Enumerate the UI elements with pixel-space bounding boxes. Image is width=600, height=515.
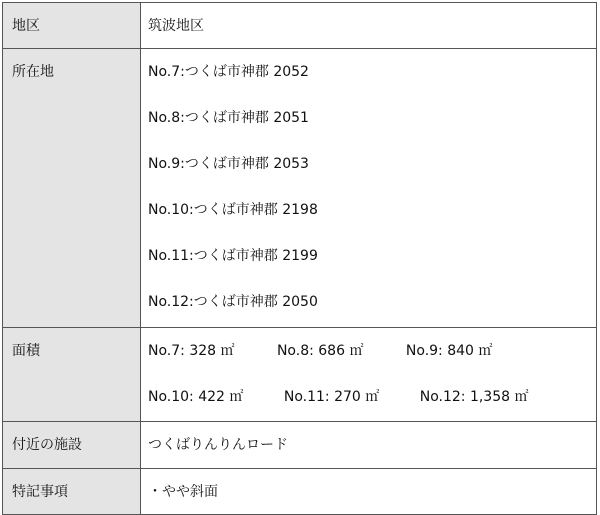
facility-row <box>3 422 597 469</box>
area-line <box>141 374 596 420</box>
area-item: No.8: 686 ㎡ <box>276 343 364 359</box>
area-item: No.11: 270 ㎡ <box>283 389 380 405</box>
area-item: No.12: 1,358 ㎡ <box>419 389 529 405</box>
area-value-cell <box>141 328 597 422</box>
area-item: No.9: 840 ㎡ <box>405 343 493 359</box>
district-value: 筑波地区 <box>148 18 204 34</box>
location-line: No.12:つくば市神郡 2050 <box>148 294 318 310</box>
area-item: No.10: 422 ㎡ <box>148 389 244 405</box>
area-item: No.7: 328 ㎡ <box>148 343 235 359</box>
notes-label-cell <box>3 469 141 515</box>
location-row <box>3 49 597 328</box>
area-label: 面積 <box>12 343 40 359</box>
area-line <box>141 328 596 374</box>
notes-label: 特記事項 <box>12 484 68 500</box>
facility-value-cell <box>141 422 597 469</box>
district-value-cell <box>141 3 597 49</box>
district-row <box>3 3 597 49</box>
location-line: No.10:つくば市神郡 2198 <box>148 202 318 218</box>
notes-value-cell <box>141 469 597 515</box>
facility-value: つくばりんりんロード <box>148 437 288 453</box>
district-label: 地区 <box>12 18 40 34</box>
location-line: No.8:つくば市神郡 2051 <box>148 110 309 126</box>
facility-label: 付近の施設 <box>12 437 82 453</box>
location-value-cell <box>141 49 597 328</box>
district-label-cell <box>3 3 141 49</box>
location-line: No.11:つくば市神郡 2199 <box>148 248 318 264</box>
property-info-table <box>2 2 597 515</box>
location-label: 所在地 <box>12 64 54 80</box>
location-line: No.7:つくば市神郡 2052 <box>148 64 309 80</box>
notes-value: ・やや斜面 <box>148 484 218 500</box>
location-label-cell <box>3 49 141 328</box>
area-row <box>3 328 597 422</box>
location-line: No.9:つくば市神郡 2053 <box>148 156 309 172</box>
notes-row <box>3 469 597 515</box>
facility-label-cell <box>3 422 141 469</box>
area-label-cell <box>3 328 141 422</box>
